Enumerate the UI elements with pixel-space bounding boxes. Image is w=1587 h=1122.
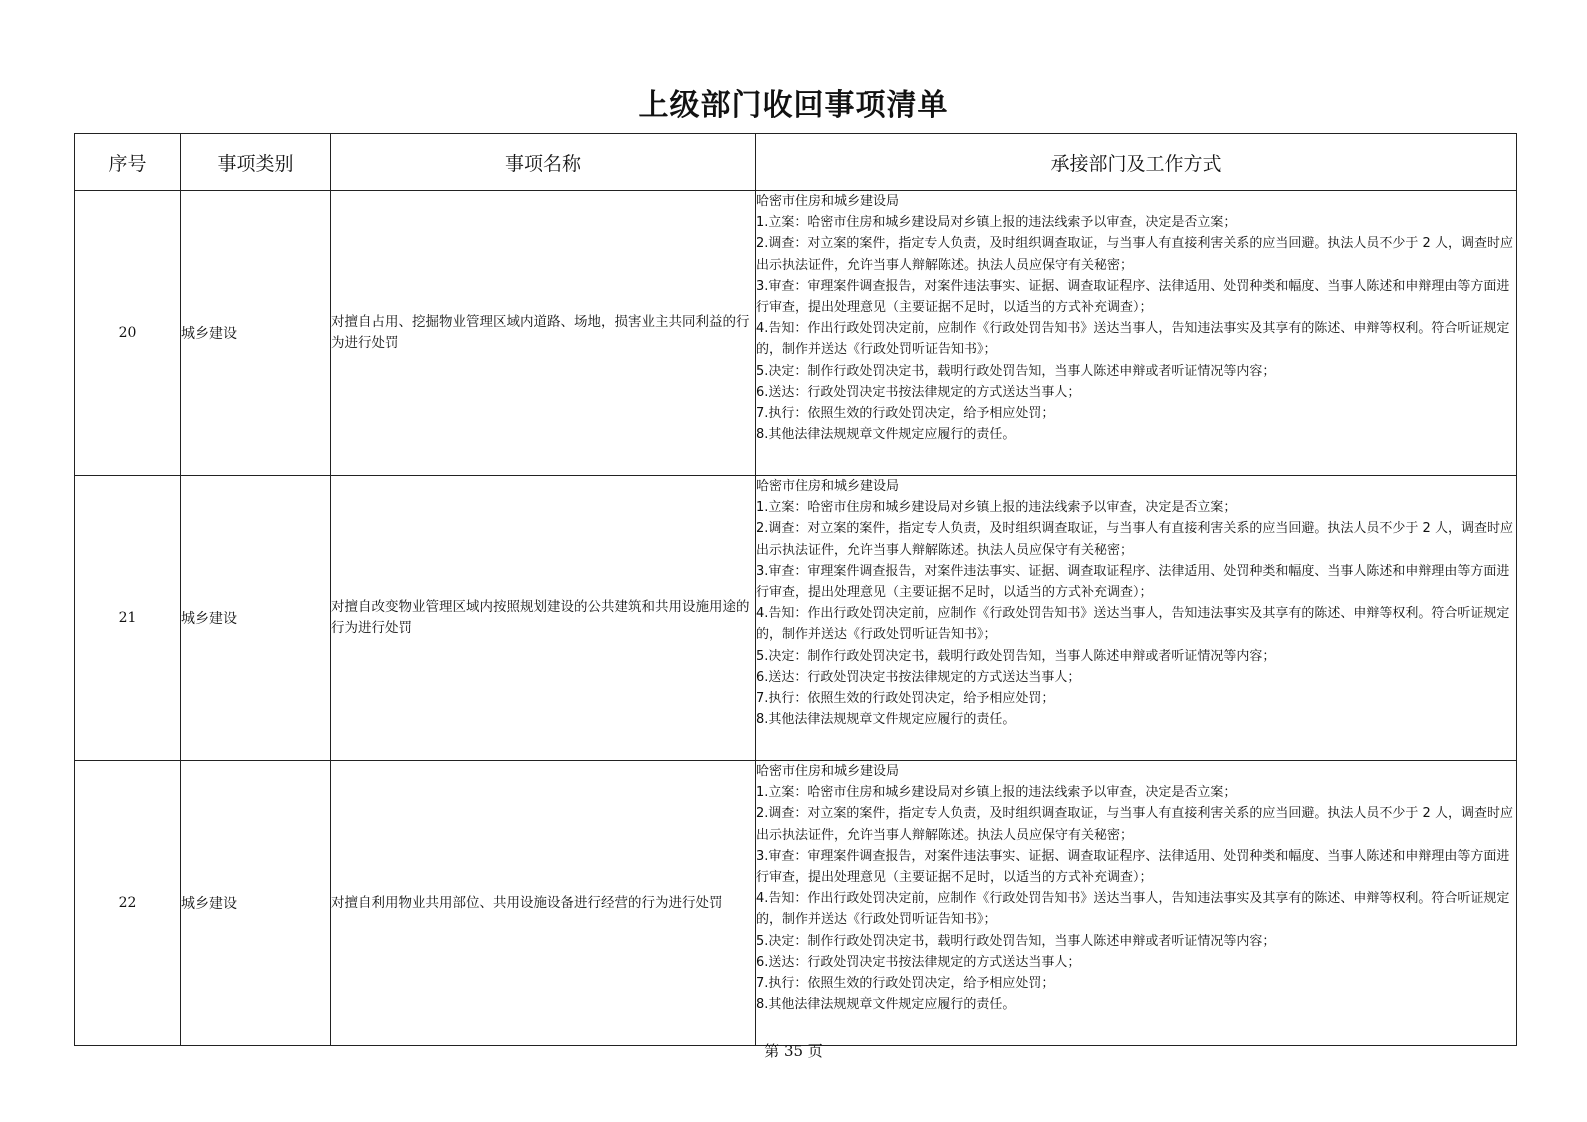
- dept-line: 7.执行：依照生效的行政处罚决定，给予相应处罚；: [756, 406, 1055, 422]
- dept-line: 3.审查：审理案件调查报告，对案件违法事实、证据、调查取证程序、法律适用、处罚种类和幅度、当事人陈述和申辩理由等方面进行审查，提出处理意见（主要证据不足时，以适当的方式补充调查）；: [756, 848, 1510, 886]
- dept-line: 6.送达：行政处罚决定书按法律规定的方式送达当事人；: [756, 954, 1081, 970]
- dept-line: 2.调查：对立案的案件，指定专人负责，及时组织调查取证，与当事人有直接利害关系的应当回避。执法人员不少于 2 人，调查时应出示执法证件，允许当事人辩解陈述。执法人员应保守有关秘密；: [756, 806, 1513, 843]
- dept-line: 2.调查：对立案的案件，指定专人负责，及时组织调查取证，与当事人有直接利害关系的应当回避。执法人员不少于 2 人，调查时应出示执法证件，允许当事人辩解陈述。执法人员应保守有关秘密；: [756, 521, 1513, 558]
- dept-line: 7.执行：依照生效的行政处罚决定，给予相应处罚；: [756, 691, 1055, 707]
- dept-line: 4.告知：作出行政处罚决定前，应制作《行政处罚告知书》送达当事人，告知违法事实及其享有的陈述、申辩等权利。符合听证规定的，制作并送达《行政处罚听证告知书》；: [756, 606, 1510, 643]
- cell-no: 20: [75, 191, 181, 476]
- dept-line: 2.调查：对立案的案件，指定专人负责，及时组织调查取证，与当事人有直接利害关系的应当回避。执法人员不少于 2 人，调查时应出示执法证件，允许当事人辩解陈述。执法人员应保守有关秘密；: [756, 236, 1513, 273]
- dept-line: 3.审查：审理案件调查报告，对案件违法事实、证据、调查取证程序、法律适用、处罚种类和幅度、当事人陈述和申辩理由等方面进行审查，提出处理意见（主要证据不足时，以适当的方式补充调查）；: [756, 563, 1510, 601]
- header-name: 事项名称: [331, 134, 756, 191]
- page-title: 上级部门收回事项清单: [638, 88, 949, 123]
- table-header-row: [75, 134, 1517, 191]
- dept-line: 8.其他法律法规规章文件规定应履行的责任。: [756, 712, 1016, 728]
- header-dept: 承接部门及工作方式: [756, 134, 1517, 191]
- cell-dept: [756, 476, 1517, 761]
- dept-line: 8.其他法律法规规章文件规定应履行的责任。: [756, 427, 1016, 443]
- dept-line: 哈密市住房和城乡建设局: [756, 764, 900, 779]
- cell-no: 21: [75, 476, 181, 761]
- table-row: [75, 191, 1517, 476]
- dept-line: 3.审查：审理案件调查报告，对案件违法事实、证据、调查取证程序、法律适用、处罚种类和幅度、当事人陈述和申辩理由等方面进行审查，提出处理意见（主要证据不足时，以适当的方式补充调查）；: [756, 278, 1510, 316]
- dept-line: 6.送达：行政处罚决定书按法律规定的方式送达当事人；: [756, 384, 1081, 400]
- dept-line: 哈密市住房和城乡建设局: [756, 194, 900, 209]
- dept-line: 1.立案：哈密市住房和城乡建设局对乡镇上报的违法线索予以审查，决定是否立案；: [756, 215, 1237, 231]
- table-row: [75, 761, 1517, 1046]
- dept-line: 7.执行：依照生效的行政处罚决定，给予相应处罚；: [756, 976, 1055, 992]
- header-category: 事项类别: [181, 134, 331, 191]
- dept-line: 6.送达：行政处罚决定书按法律规定的方式送达当事人；: [756, 669, 1081, 685]
- dept-line: 4.告知：作出行政处罚决定前，应制作《行政处罚告知书》送达当事人，告知违法事实及其享有的陈述、申辩等权利。符合听证规定的，制作并送达《行政处罚听证告知书》；: [756, 891, 1510, 928]
- cell-dept: [756, 761, 1517, 1046]
- dept-line: 5.决定：制作行政处罚决定书，载明行政处罚告知，当事人陈述申辩或者听证情况等内容；: [756, 363, 1276, 379]
- cell-dept: [756, 191, 1517, 476]
- dept-line: 1.立案：哈密市住房和城乡建设局对乡镇上报的违法线索予以审查，决定是否立案；: [756, 785, 1237, 801]
- cell-no: 22: [75, 761, 181, 1046]
- cell-category: 城乡建设: [181, 191, 331, 476]
- dept-line: 8.其他法律法规规章文件规定应履行的责任。: [756, 997, 1016, 1013]
- cell-name: 对擅自改变物业管理区域内按照规划建设的公共建筑和共用设施用途的行为进行处罚: [331, 476, 756, 761]
- cell-name: 对擅自利用物业共用部位、共用设施设备进行经营的行为进行处罚: [331, 761, 756, 1046]
- cell-category: 城乡建设: [181, 476, 331, 761]
- items-table: [74, 133, 1517, 1046]
- cell-name: 对擅自占用、挖掘物业管理区域内道路、场地，损害业主共同利益的行为进行处罚: [331, 191, 756, 476]
- dept-line: 5.决定：制作行政处罚决定书，载明行政处罚告知，当事人陈述申辩或者听证情况等内容；: [756, 648, 1276, 664]
- dept-line: 哈密市住房和城乡建设局: [756, 479, 900, 494]
- page-number: 第 35 页: [764, 1042, 823, 1060]
- dept-line: 1.立案：哈密市住房和城乡建设局对乡镇上报的违法线索予以审查，决定是否立案；: [756, 500, 1237, 516]
- header-no: 序号: [75, 134, 181, 191]
- dept-line: 4.告知：作出行政处罚决定前，应制作《行政处罚告知书》送达当事人，告知违法事实及其享有的陈述、申辩等权利。符合听证规定的，制作并送达《行政处罚听证告知书》；: [756, 321, 1510, 358]
- dept-line: 5.决定：制作行政处罚决定书，载明行政处罚告知，当事人陈述申辩或者听证情况等内容；: [756, 933, 1276, 949]
- table-row: [75, 476, 1517, 761]
- cell-category: 城乡建设: [181, 761, 331, 1046]
